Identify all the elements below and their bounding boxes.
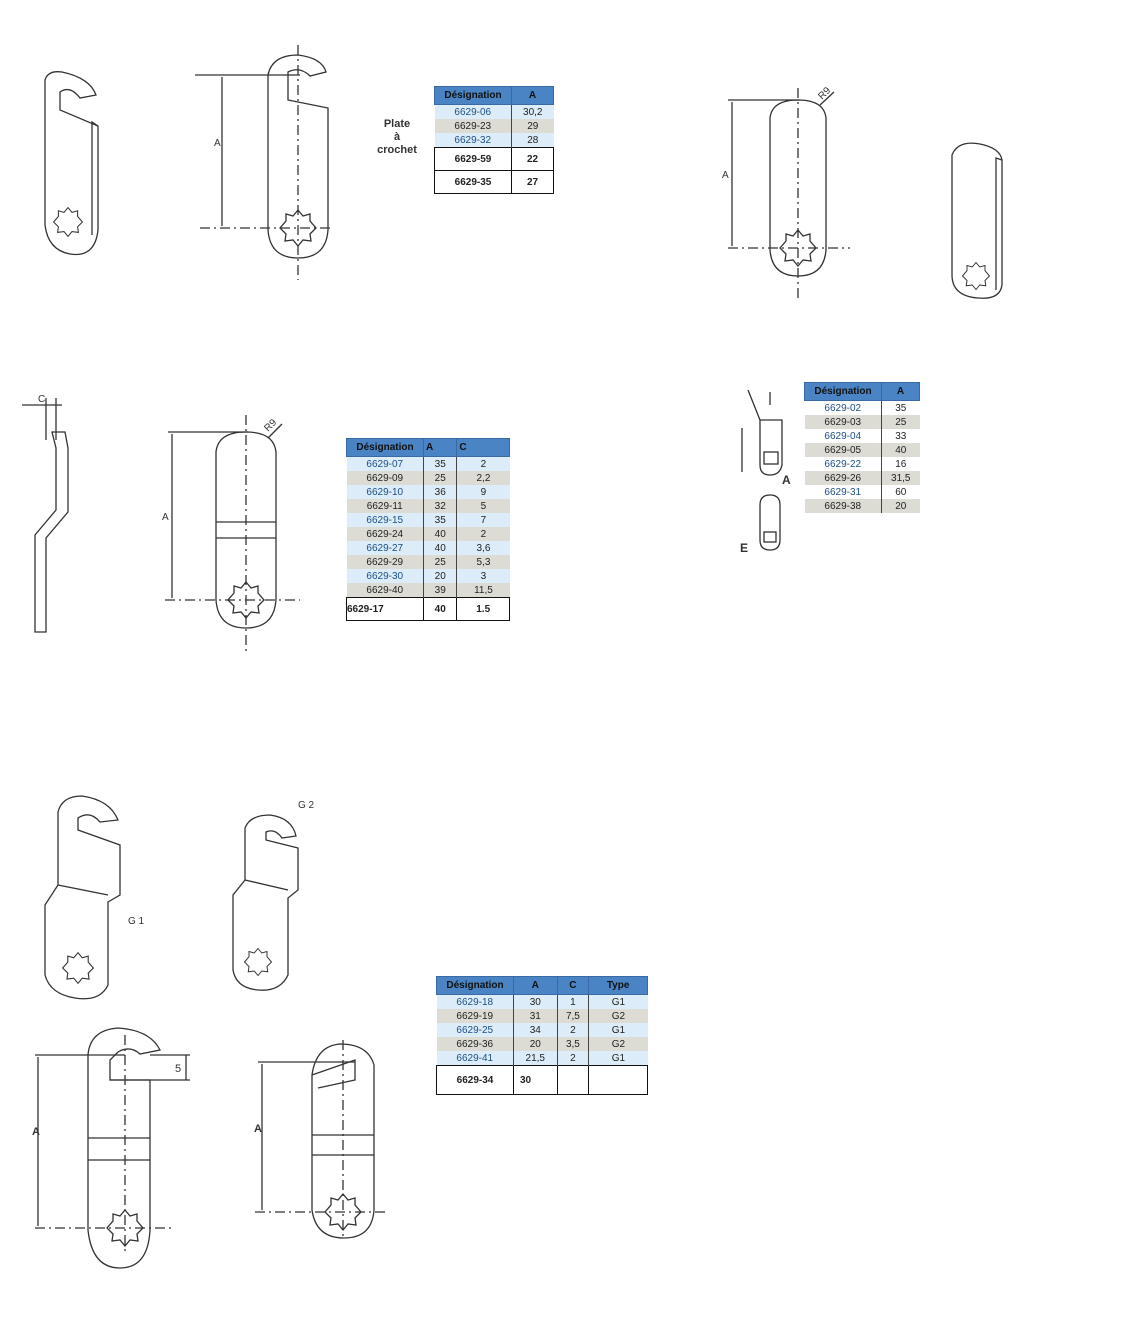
g2-front — [255, 1040, 385, 1240]
table-row — [347, 457, 510, 472]
cell-designation: 6629-10 — [347, 485, 424, 499]
cell-a: 21,5 — [514, 1051, 558, 1066]
g1-perspective — [45, 796, 120, 999]
cell-type: G1 — [589, 1023, 648, 1037]
cell-designation: 6629-18 — [437, 995, 514, 1010]
cell-designation: 6629-38 — [805, 499, 882, 513]
cell-a: 40 — [424, 541, 457, 555]
cell-type: G2 — [589, 1037, 648, 1051]
cell-designation: 6629-29 — [347, 555, 424, 569]
cell-designation: 6629-17 — [347, 598, 424, 621]
cell-a: 40 — [424, 527, 457, 541]
table-row — [347, 485, 510, 499]
col-header-a: A — [512, 87, 554, 105]
cell-c: 1 — [557, 995, 589, 1010]
col-header-a: A — [424, 439, 457, 457]
cell-c: 2 — [457, 527, 510, 541]
cell-a: 30 — [514, 995, 558, 1010]
cell-a: 31 — [514, 1009, 558, 1023]
cell-designation: 6629-41 — [437, 1051, 514, 1066]
col-header-designation: Désignation — [805, 383, 882, 401]
cell-a: 20 — [514, 1037, 558, 1051]
cell-a: 39 — [424, 583, 457, 598]
cell-designation: 6629-04 — [805, 429, 882, 443]
plate-caption-line1: Plate — [383, 118, 411, 130]
table-row — [435, 105, 554, 120]
table-row — [435, 119, 554, 133]
cell-designation: 6629-34 — [437, 1066, 514, 1095]
table-row — [805, 471, 920, 485]
cell-c: 7,5 — [557, 1009, 589, 1023]
cell-a: 29 — [512, 119, 554, 133]
table-row — [805, 443, 920, 457]
cell-designation: 6629-05 — [805, 443, 882, 457]
table-row — [805, 485, 920, 499]
cell-type: G1 — [589, 1051, 648, 1066]
cell-a: 32 — [424, 499, 457, 513]
cell-designation: 6629-31 — [805, 485, 882, 499]
cell-a: 60 — [882, 485, 920, 499]
cell-a: 31,5 — [882, 471, 920, 485]
cell-a: 30,2 — [512, 105, 554, 120]
table-row — [437, 995, 648, 1010]
g1-front — [35, 1028, 190, 1268]
g1-label: G 1 — [128, 916, 145, 927]
cell-c: 3,5 — [557, 1037, 589, 1051]
col-header-type: Type — [589, 977, 648, 995]
hook-plate-perspective — [45, 72, 98, 255]
table-row — [347, 527, 510, 541]
cell-designation: 6629-32 — [435, 133, 512, 148]
table-row — [347, 541, 510, 555]
view-a-label: A — [782, 473, 791, 487]
cell-a: 40 — [424, 598, 457, 621]
cell-designation: 6629-02 — [805, 401, 882, 416]
radius-label: R9 — [262, 417, 280, 435]
cell-c — [557, 1066, 589, 1095]
dim-c-label: C — [38, 394, 46, 405]
cell-c: 2,2 — [457, 471, 510, 485]
cell-a: 35 — [882, 401, 920, 416]
col-header-designation: Désignation — [437, 977, 514, 995]
table-row — [435, 171, 554, 194]
plate-caption-line2: à — [393, 131, 401, 143]
cell-c: 3 — [457, 569, 510, 583]
cell-a: 20 — [882, 499, 920, 513]
dim-5-label: 5 — [175, 1063, 182, 1075]
cell-a: 25 — [424, 471, 457, 485]
cell-designation: 6629-11 — [347, 499, 424, 513]
table-row — [437, 1023, 648, 1037]
table-row — [805, 457, 920, 471]
table-row — [347, 569, 510, 583]
cell-designation: 6629-06 — [435, 105, 512, 120]
small-plate-views — [742, 390, 782, 550]
table-cranked-plates — [346, 438, 510, 621]
cell-c: 5 — [457, 499, 510, 513]
cell-designation: 6629-24 — [347, 527, 424, 541]
g2-perspective — [233, 815, 298, 990]
cell-designation: 6629-19 — [437, 1009, 514, 1023]
table-header-row — [805, 383, 920, 401]
cell-a: 30 — [514, 1066, 558, 1095]
cell-designation: 6629-27 — [347, 541, 424, 555]
cell-c: 1.5 — [457, 598, 510, 621]
cell-type: G2 — [589, 1009, 648, 1023]
cell-designation: 6629-03 — [805, 415, 882, 429]
cell-a: 28 — [512, 133, 554, 148]
cell-a: 35 — [424, 457, 457, 472]
straight-plate-front — [728, 88, 850, 300]
table-row — [435, 148, 554, 171]
cell-c: 5,3 — [457, 555, 510, 569]
cell-a: 40 — [882, 443, 920, 457]
table-row — [347, 583, 510, 598]
table-row — [437, 1009, 648, 1023]
table-header-row — [347, 439, 510, 457]
col-header-designation: Désignation — [435, 87, 512, 105]
hook-plate-front — [195, 45, 330, 280]
cell-designation: 6629-36 — [437, 1037, 514, 1051]
cell-c: 9 — [457, 485, 510, 499]
table-row — [347, 471, 510, 485]
table-row — [437, 1066, 648, 1095]
g1-dim-a-label: A — [32, 1126, 40, 1138]
col-header-designation: Désignation — [347, 439, 424, 457]
cell-designation: 6629-40 — [347, 583, 424, 598]
cell-a: 33 — [882, 429, 920, 443]
cell-designation: 6629-09 — [347, 471, 424, 485]
cell-type — [589, 1066, 648, 1095]
cell-designation: 6629-26 — [805, 471, 882, 485]
cell-designation: 6629-22 — [805, 457, 882, 471]
cell-c: 3,6 — [457, 541, 510, 555]
dim-a-label: A — [722, 170, 729, 181]
cranked-plate-side — [22, 398, 68, 632]
cell-a: 25 — [424, 555, 457, 569]
table-hook-types — [436, 976, 648, 1095]
table-row — [347, 555, 510, 569]
cell-c: 2 — [557, 1051, 589, 1066]
cell-a: 20 — [424, 569, 457, 583]
table-straight-plates — [804, 382, 920, 513]
dim-a-label: A — [162, 512, 169, 523]
g2-dim-a-label: A — [254, 1123, 262, 1135]
col-header-c: C — [557, 977, 589, 995]
cell-a: 34 — [514, 1023, 558, 1037]
cell-a: 27 — [512, 171, 554, 194]
table-row — [805, 401, 920, 416]
table-row — [347, 513, 510, 527]
cell-c: 7 — [457, 513, 510, 527]
col-header-c: C — [457, 439, 510, 457]
cell-a: 25 — [882, 415, 920, 429]
cell-c: 2 — [557, 1023, 589, 1037]
plate-caption — [372, 118, 422, 157]
cell-a: 35 — [424, 513, 457, 527]
g2-label: G 2 — [298, 800, 315, 811]
cell-c: 2 — [457, 457, 510, 472]
cell-type: G1 — [589, 995, 648, 1010]
cell-a: 22 — [512, 148, 554, 171]
table-row — [437, 1051, 648, 1066]
table-row — [435, 133, 554, 148]
cell-a: 16 — [882, 457, 920, 471]
cell-designation: 6629-23 — [435, 119, 512, 133]
table-row — [347, 499, 510, 513]
view-e-label: E — [740, 541, 749, 555]
table-header-row — [435, 87, 554, 105]
cell-designation: 6629-59 — [435, 148, 512, 171]
table-header-row — [437, 977, 648, 995]
straight-plate-perspective — [952, 143, 1002, 298]
table-row — [805, 415, 920, 429]
cell-a: 36 — [424, 485, 457, 499]
dim-a-label: A — [214, 138, 221, 149]
table-plate-crochet — [434, 86, 554, 194]
cell-designation: 6629-07 — [347, 457, 424, 472]
cranked-plate-front — [165, 415, 300, 655]
table-row — [805, 499, 920, 513]
cell-designation: 6629-25 — [437, 1023, 514, 1037]
col-header-a: A — [882, 383, 920, 401]
plate-caption-line3: crochet — [377, 144, 417, 156]
cell-designation: 6629-15 — [347, 513, 424, 527]
cell-c: 11,5 — [457, 583, 510, 598]
radius-label: R9 — [816, 85, 834, 103]
table-row — [437, 1037, 648, 1051]
cell-designation: 6629-35 — [435, 171, 512, 194]
col-header-a: A — [514, 977, 558, 995]
table-row — [347, 598, 510, 621]
table-row — [805, 429, 920, 443]
cell-designation: 6629-30 — [347, 569, 424, 583]
